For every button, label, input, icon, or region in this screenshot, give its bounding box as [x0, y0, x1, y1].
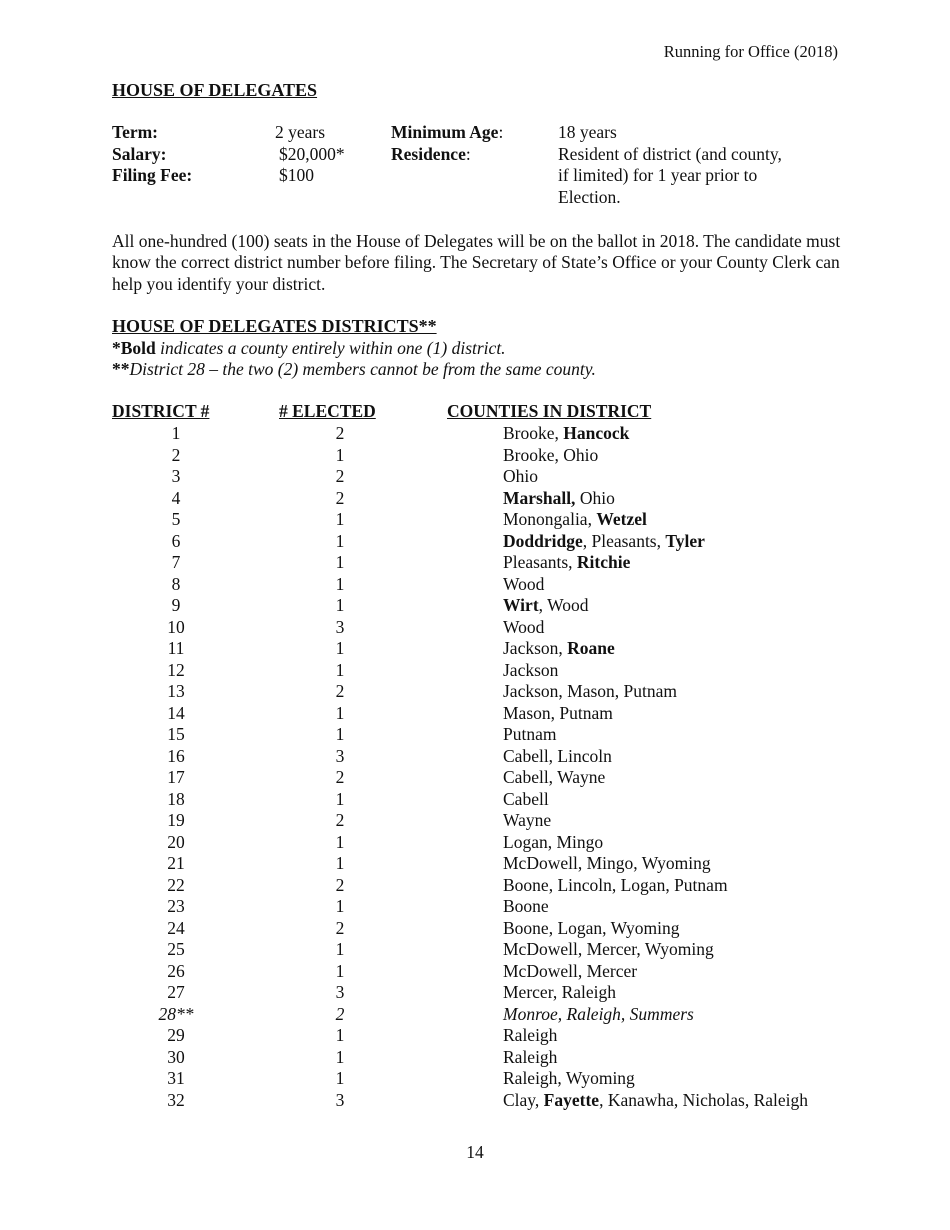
counties-cell	[503, 832, 603, 854]
table-row	[0, 488, 950, 510]
elected-count: 1	[335, 444, 345, 465]
county-text: , Kanawha, Nicholas, Raleigh	[599, 1089, 809, 1110]
section-title: HOUSE OF DELEGATES	[112, 80, 318, 100]
county-text: McDowell, Mercer	[503, 960, 638, 981]
districts-notes	[112, 338, 596, 380]
table-row	[0, 832, 950, 854]
elected-count: 3	[335, 745, 345, 766]
elected-count: 1	[335, 1025, 345, 1045]
county-bold: Hancock	[563, 423, 630, 443]
elected-count: 2	[335, 810, 345, 830]
table-row	[0, 961, 950, 983]
counties-cell	[503, 875, 728, 897]
district-number: 10	[167, 616, 185, 637]
elected-count: 1	[335, 702, 345, 723]
elected-count: 1	[335, 960, 345, 981]
term-label: Term:	[112, 122, 159, 142]
county-text: Mercer, Raleigh	[503, 982, 616, 1002]
counties-cell	[503, 961, 637, 983]
table-row	[0, 681, 950, 703]
table-row	[0, 1025, 950, 1047]
minimum-age-value: 18 years	[558, 122, 617, 142]
elected-count: 1	[335, 659, 345, 680]
districts-title: HOUSE OF DELEGATES DISTRICTS**	[112, 316, 437, 336]
elected-count: 1	[335, 853, 345, 873]
county-text: Raleigh, Wyoming	[503, 1068, 635, 1088]
residence-line-3: Election.	[558, 186, 621, 207]
intro-paragraph: All one-hundred (100) seats in the House of Delegates will be on the ballot in 2018. The candidate must know the correct district number before filing. The Secretary of State’s Office or your County Clerk can help you identify your district.	[112, 231, 841, 294]
counties-cell	[503, 445, 598, 467]
county-text: Wood	[503, 616, 545, 637]
county-text: Ohio	[575, 487, 615, 508]
term-value: 2 years	[275, 122, 326, 142]
counties-cell	[503, 1025, 557, 1047]
page-number: 14	[466, 1142, 484, 1162]
table-row	[0, 423, 950, 445]
elected-count: 1	[335, 509, 345, 529]
county-bold: Ritchie	[576, 552, 631, 572]
counties-cell	[503, 1068, 635, 1090]
table-row	[0, 574, 950, 596]
counties-cell	[503, 681, 677, 703]
district-number: 24	[167, 917, 185, 938]
table-row	[0, 466, 950, 488]
counties-cell	[503, 531, 705, 553]
district-number: 28**	[158, 1003, 194, 1024]
county-text: Raleigh	[503, 1046, 558, 1067]
district-number: 9	[171, 595, 181, 615]
county-bold: Fayette	[543, 1089, 600, 1110]
table-row	[0, 724, 950, 746]
table-row	[0, 595, 950, 617]
header-district: DISTRICT #	[112, 401, 210, 421]
county-bold: Tyler	[665, 530, 705, 551]
table-row	[0, 703, 950, 725]
counties-cell	[503, 853, 711, 875]
counties-cell	[503, 1004, 694, 1026]
counties-cell	[503, 982, 616, 1004]
counties-cell	[503, 574, 544, 596]
elected-count: 1	[335, 1046, 345, 1067]
elected-count: 1	[335, 896, 345, 916]
district-number: 12	[167, 659, 185, 680]
county-text: Raleigh	[503, 1025, 558, 1045]
residence-label: Residence:	[391, 143, 471, 164]
county-text: Boone, Lincoln, Logan, Putnam	[503, 874, 728, 895]
table-row	[0, 531, 950, 553]
elected-count: 3	[335, 1089, 345, 1110]
header-elected: # ELECTED	[279, 401, 376, 421]
table-row	[0, 445, 950, 467]
county-text: Jackson, Mason, Putnam	[503, 681, 678, 701]
district-number: 23	[167, 896, 185, 916]
county-text: , Wood	[538, 595, 589, 615]
elected-count: 1	[335, 595, 345, 615]
minimum-age-label: Minimum Age:	[391, 122, 504, 142]
counties-cell	[503, 724, 556, 746]
table-row	[0, 617, 950, 639]
county-text: Cabell	[503, 788, 549, 809]
county-text: Logan, Mingo	[503, 831, 604, 852]
counties-cell	[503, 1090, 808, 1112]
county-bold: Marshall,	[503, 487, 576, 508]
county-text: Brooke, Ohio	[503, 444, 599, 465]
table-row	[0, 939, 950, 961]
district-number: 5	[171, 509, 181, 529]
district-number: 7	[171, 552, 181, 572]
district-number: 25	[167, 939, 185, 959]
running-header: Running for Office (2018)	[663, 42, 838, 61]
counties-cell	[503, 939, 714, 961]
elected-count: 2	[335, 466, 345, 486]
districts-table	[0, 423, 950, 1111]
elected-count: 1	[335, 1068, 345, 1088]
district-number: 32	[167, 1089, 185, 1110]
district-number: 6	[171, 530, 181, 551]
district-number: 1	[171, 423, 181, 443]
header-counties: COUNTIES IN DISTRICT	[447, 401, 652, 421]
elected-count: 2	[335, 767, 345, 787]
counties-cell	[503, 552, 630, 574]
table-row	[0, 1068, 950, 1090]
counties-cell	[503, 488, 615, 510]
district-number: 17	[167, 767, 185, 787]
elected-count: 1	[335, 831, 345, 852]
table-row	[0, 1090, 950, 1112]
salary-value: $20,000*	[279, 143, 345, 164]
county-text: Brooke,	[503, 423, 564, 443]
district-number: 31	[167, 1068, 185, 1088]
district-number: 3	[171, 466, 181, 486]
district-number: 26	[167, 960, 185, 981]
counties-cell	[503, 746, 612, 768]
district-28-note: **District 28 – the two (2) members cannot be from the same county.	[112, 359, 596, 379]
county-text: Wood	[503, 573, 545, 594]
elected-count: 2	[335, 874, 345, 895]
residence-line-1: Resident of district (and county,	[558, 143, 782, 164]
district-number: 15	[167, 724, 185, 744]
table-row	[0, 660, 950, 682]
elected-count: 2	[335, 423, 345, 443]
elected-count: 1	[335, 530, 345, 551]
table-row	[0, 875, 950, 897]
table-row	[0, 982, 950, 1004]
elected-count: 3	[335, 616, 345, 637]
counties-cell	[503, 703, 613, 725]
district-number: 4	[171, 487, 181, 508]
county-text: Jackson	[503, 659, 559, 680]
counties-cell	[503, 1047, 557, 1069]
elected-count: 2	[335, 487, 345, 508]
district-number: 8	[171, 573, 181, 594]
elected-count: 3	[335, 982, 345, 1002]
filing-fee-value: $100	[279, 165, 314, 185]
table-row	[0, 552, 950, 574]
elected-count: 1	[335, 573, 345, 594]
elected-count: 2	[335, 917, 345, 938]
counties-cell	[503, 617, 544, 639]
county-text: Cabell, Lincoln	[503, 745, 612, 766]
county-text: Jackson,	[503, 638, 568, 658]
elected-count: 1	[335, 724, 345, 744]
elected-count: 1	[335, 552, 345, 572]
district-number: 27	[167, 982, 185, 1002]
county-bold: Wetzel	[596, 509, 647, 529]
county-text: Boone	[503, 896, 549, 916]
salary-label: Salary:	[112, 143, 167, 164]
elected-count: 1	[335, 939, 345, 959]
county-text: Putnam	[503, 724, 557, 744]
table-row	[0, 638, 950, 660]
counties-cell	[503, 660, 558, 682]
county-text: McDowell, Mingo, Wyoming	[503, 853, 711, 873]
county-text: Monongalia,	[503, 509, 597, 529]
district-number: 20	[167, 831, 185, 852]
county-bold: Wirt	[503, 595, 539, 615]
counties-cell	[503, 918, 680, 940]
table-row	[0, 853, 950, 875]
table-row	[0, 1004, 950, 1026]
county-text: Mason, Putnam	[503, 702, 613, 723]
district-number: 11	[167, 638, 185, 658]
county-text: Boone, Logan, Wyoming	[503, 917, 680, 938]
table-row	[0, 789, 950, 811]
district-number: 22	[167, 874, 185, 895]
elected-count: 2	[335, 681, 345, 701]
district-number: 2	[171, 444, 181, 465]
elected-count: 1	[335, 638, 345, 658]
table-row	[0, 1047, 950, 1069]
counties-cell	[503, 638, 615, 660]
district-number: 21	[167, 853, 185, 873]
counties-cell	[503, 595, 588, 617]
county-text: , Pleasants,	[582, 530, 666, 551]
district-number: 14	[167, 702, 185, 723]
county-text: Pleasants,	[503, 552, 577, 572]
county-text: Clay,	[503, 1089, 544, 1110]
county-text: Ohio	[503, 466, 538, 486]
district-number: 29	[167, 1025, 185, 1045]
elected-count: 2	[335, 1003, 345, 1024]
table-row	[0, 896, 950, 918]
table-row	[0, 746, 950, 768]
district-number: 16	[167, 745, 185, 766]
elected-count: 1	[335, 788, 345, 809]
counties-cell	[503, 466, 538, 488]
district-number: 13	[167, 681, 185, 701]
table-row	[0, 918, 950, 940]
counties-cell	[503, 767, 605, 789]
counties-cell	[503, 789, 549, 811]
county-text: McDowell, Mercer, Wyoming	[503, 939, 714, 959]
residence-line-2: if limited) for 1 year prior to	[558, 165, 758, 185]
table-row	[0, 767, 950, 789]
counties-cell	[503, 509, 647, 531]
county-text: Wayne	[503, 810, 552, 830]
counties-cell	[503, 896, 549, 918]
district-number: 30	[167, 1046, 185, 1067]
county-text: Cabell, Wayne	[503, 767, 606, 787]
table-row	[0, 810, 950, 832]
office-info-block	[112, 122, 842, 212]
district-number: 19	[167, 810, 185, 830]
bold-note: *Bold indicates a county entirely within one (1) district.	[112, 338, 506, 358]
counties-cell	[503, 810, 551, 832]
table-row	[0, 509, 950, 531]
filing-fee-label: Filing Fee:	[112, 165, 193, 185]
counties-cell	[503, 423, 629, 445]
district-number: 18	[167, 788, 185, 809]
county-text: Monroe, Raleigh, Summers	[503, 1003, 694, 1024]
county-bold: Doddridge	[503, 530, 583, 551]
county-bold: Roane	[567, 638, 615, 658]
